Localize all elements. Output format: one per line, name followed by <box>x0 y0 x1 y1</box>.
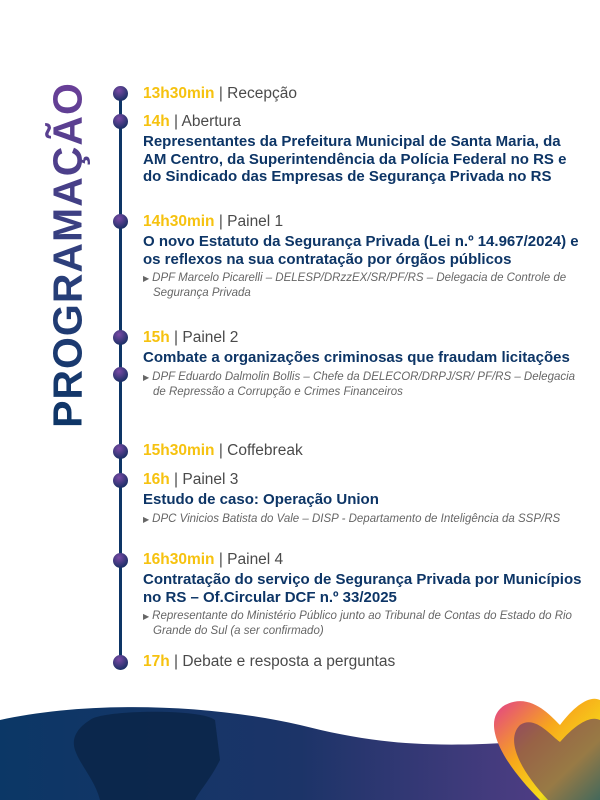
item-time: 15h30min <box>143 442 215 459</box>
item-time: 13h30min <box>143 85 215 102</box>
timeline-dot <box>113 473 128 488</box>
page-title: PROGRAMAÇÃO <box>44 82 91 428</box>
schedule-item <box>143 441 583 461</box>
schedule-item <box>143 212 583 301</box>
item-description: Contratação do serviço de Segurança Privada por Municípios no RS – Of.Circular DCF n.º 33/2025 <box>143 571 582 606</box>
item-speaker: DPF Marcelo Picarelli – DELESP/DRzzEX/SR/PF/RS – Delegacia de Controle de Segurança Privada <box>152 272 567 299</box>
footer-wave-banner <box>0 680 600 800</box>
item-time: 17h <box>143 653 170 670</box>
timeline-dot <box>113 214 128 229</box>
schedule-item <box>143 470 583 527</box>
timeline-dot <box>113 655 128 670</box>
item-time: 14h <box>143 113 170 130</box>
triangle-bullet-icon: ▶ <box>143 514 150 524</box>
item-speaker: DPF Eduardo Dalmolin Bollis – Chefe da DELECOR/DRPJ/SR/ PF/RS – Delegacia de Repressão a Corrupção e Crimes Financeiros <box>152 370 576 398</box>
triangle-bullet-icon: ▶ <box>143 612 150 621</box>
timeline-dot <box>113 114 128 129</box>
schedule-item <box>143 112 583 186</box>
item-time: 16h30min <box>143 551 215 568</box>
item-time: 16h <box>143 471 170 488</box>
item-label: | Debate e resposta a perguntas <box>174 653 396 670</box>
schedule-item <box>143 328 583 400</box>
timeline-dot <box>113 86 128 101</box>
person-silhouette <box>74 712 220 800</box>
timeline-dot <box>113 330 128 345</box>
item-label: | Coffebreak <box>218 442 303 459</box>
item-speaker: Representante do Ministério Público junto ao Tribunal de Contas do Estado do Rio Grande do Sul (a ser confirmado) <box>152 610 572 637</box>
item-description: Combate a organizações criminosas que fraudam licitações <box>143 349 570 366</box>
item-description: Estudo de caso: Operação Union <box>143 491 379 508</box>
item-description: Representantes da Prefeitura Municipal de Santa Maria, da AM Centro, da Superintendência da Polícia Federal no RS e do Sindicado das Empresas de Segurança Privada no RS <box>143 133 567 185</box>
timeline-dot <box>113 553 128 568</box>
item-description: O novo Estatuto da Segurança Privada (Lei n.º 14.967/2024) e os reflexos na sua contratação por órgãos públicos <box>143 233 579 268</box>
timeline-dot <box>113 444 128 459</box>
item-label: | Painel 1 <box>218 213 284 230</box>
item-speaker: DPC Vinicios Batista do Vale – DISP - Departamento de Inteligência da SSP/RS <box>152 512 561 525</box>
schedule-item <box>143 84 583 104</box>
item-time: 15h <box>143 329 170 346</box>
schedule-item <box>143 550 583 639</box>
item-label: | Abertura <box>174 113 241 130</box>
item-label: | Painel 2 <box>174 329 239 346</box>
item-label: | Painel 4 <box>218 551 284 568</box>
triangle-bullet-icon: ▶ <box>143 274 150 283</box>
item-time: 14h30min <box>143 213 215 230</box>
timeline-dot <box>113 367 128 382</box>
item-label: | Painel 3 <box>174 471 239 488</box>
triangle-bullet-icon: ▶ <box>143 372 150 382</box>
schedule-item <box>143 652 583 672</box>
item-label: | Recepção <box>218 85 297 102</box>
